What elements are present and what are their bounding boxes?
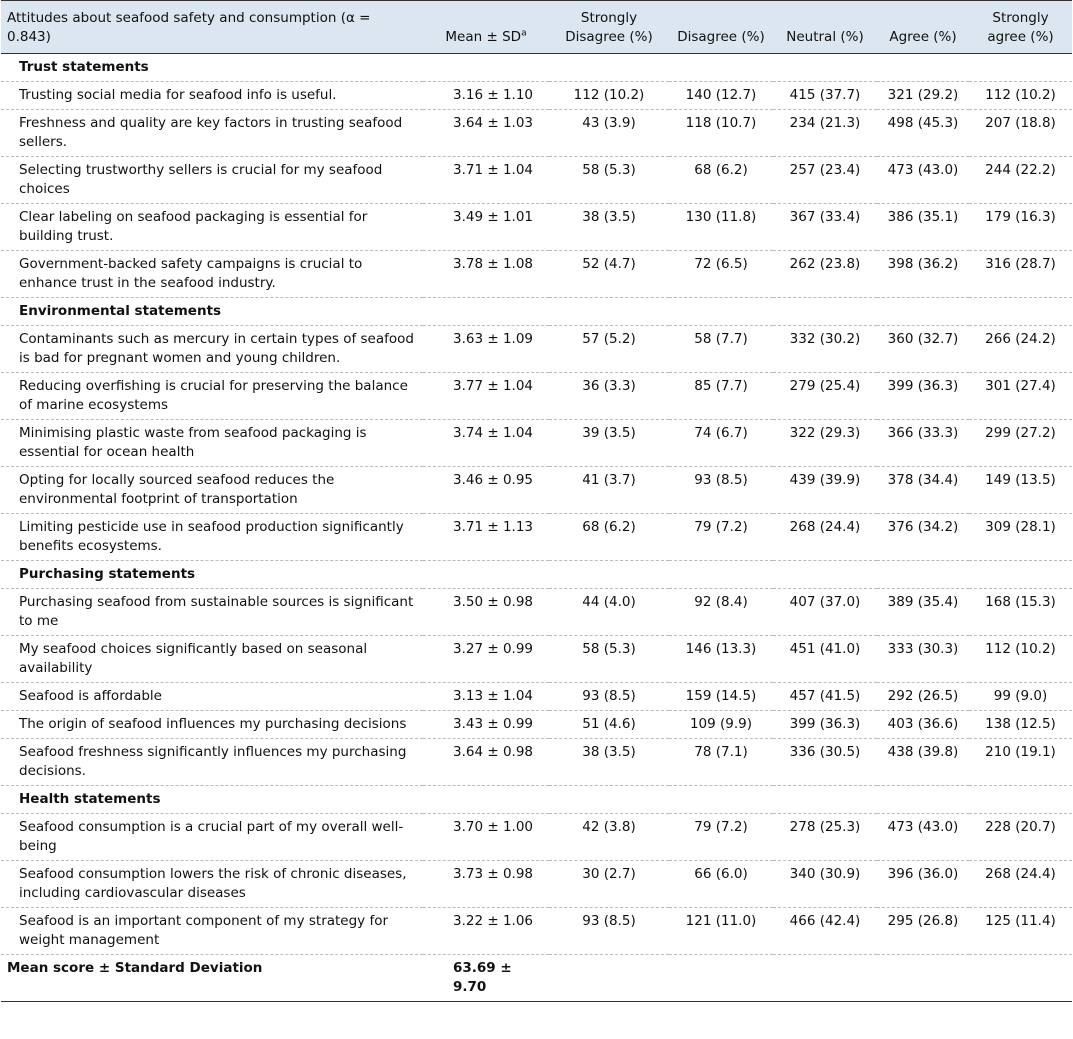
- attitudes-table: [1, 0, 1072, 1002]
- strongly-agree-cell: 179 (16.3): [969, 204, 1072, 251]
- mean-sd-cell: 3.16 ± 1.10: [423, 82, 549, 110]
- strongly-agree-cell: 244 (22.2): [969, 157, 1072, 204]
- disagree-cell: 140 (12.7): [669, 82, 773, 110]
- mean-sd-cell: 3.22 ± 1.06: [423, 908, 549, 955]
- disagree-cell: 93 (8.5): [669, 467, 773, 514]
- agree-cell: 366 (33.3): [877, 420, 969, 467]
- strongly-agree-cell: 207 (18.8): [969, 110, 1072, 157]
- section-header-row: [1, 786, 1072, 814]
- mean-sd-cell: 3.64 ± 1.03: [423, 110, 549, 157]
- strongly-agree-cell: 266 (24.2): [969, 326, 1072, 373]
- header-mean-sd: Mean ± $SD^a$: [423, 1, 549, 54]
- statement-cell: Purchasing seafood from sustainable sources is significant to me: [1, 589, 423, 636]
- mean-sd-cell: 3.27 ± 0.99: [423, 636, 549, 683]
- neutral-cell: 332 (30.2): [773, 326, 877, 373]
- mean-sd-cell: 3.43 ± 0.99: [423, 711, 549, 739]
- strongly-agree-cell: 316 (28.7): [969, 251, 1072, 298]
- strongly-agree-cell: 125 (11.4): [969, 908, 1072, 955]
- agree-cell: 376 (34.2): [877, 514, 969, 561]
- mean-sd-cell: 3.46 ± 0.95: [423, 467, 549, 514]
- neutral-cell: 451 (41.0): [773, 636, 877, 683]
- neutral-cell: 279 (25.4): [773, 373, 877, 420]
- mean-sd-cell: 3.70 ± 1.00: [423, 814, 549, 861]
- table-row: [1, 204, 1072, 251]
- agree-cell: 360 (32.7): [877, 326, 969, 373]
- header-neutral: Neutral (%): [773, 1, 877, 54]
- statement-cell: Seafood consumption is a crucial part of my overall well-being: [1, 814, 423, 861]
- disagree-cell: 159 (14.5): [669, 683, 773, 711]
- disagree-cell: 92 (8.4): [669, 589, 773, 636]
- statement-cell: Selecting trustworthy sellers is crucial for my seafood choices: [1, 157, 423, 204]
- statement-cell: Reducing overfishing is crucial for preserving the balance of marine ecosystems: [1, 373, 423, 420]
- strongly-disagree-cell: 43 (3.9): [549, 110, 669, 157]
- mean-sd-cell: 3.50 ± 0.98: [423, 589, 549, 636]
- strongly-disagree-cell: 93 (8.5): [549, 908, 669, 955]
- mean-sd-cell: 3.63 ± 1.09: [423, 326, 549, 373]
- agree-cell: 333 (30.3): [877, 636, 969, 683]
- agree-cell: 438 (39.8): [877, 739, 969, 786]
- neutral-cell: 268 (24.4): [773, 514, 877, 561]
- agree-cell: 498 (45.3): [877, 110, 969, 157]
- neutral-cell: 407 (37.0): [773, 589, 877, 636]
- table-header: [1, 1, 1072, 54]
- header-disagree: Disagree (%): [669, 1, 773, 54]
- strongly-disagree-cell: 30 (2.7): [549, 861, 669, 908]
- neutral-cell: 415 (37.7): [773, 82, 877, 110]
- statement-cell: Clear labeling on seafood packaging is essential for building trust.: [1, 204, 423, 251]
- statement-cell: The origin of seafood influences my purchasing decisions: [1, 711, 423, 739]
- strongly-disagree-cell: 42 (3.8): [549, 814, 669, 861]
- statement-cell: Seafood is affordable: [1, 683, 423, 711]
- statement-cell: Seafood consumption lowers the risk of chronic diseases, including cardiovascular diseases: [1, 861, 423, 908]
- strongly-disagree-cell: 36 (3.3): [549, 373, 669, 420]
- strongly-disagree-cell: 52 (4.7): [549, 251, 669, 298]
- table-row: [1, 110, 1072, 157]
- strongly-disagree-cell: 93 (8.5): [549, 683, 669, 711]
- table-row: [1, 373, 1072, 420]
- total-row: [1, 955, 1072, 1002]
- statement-cell: My seafood choices significantly based on seasonal availability: [1, 636, 423, 683]
- statement-cell: Freshness and quality are key factors in trusting seafood sellers.: [1, 110, 423, 157]
- statement-cell: Seafood freshness significantly influences my purchasing decisions.: [1, 739, 423, 786]
- table-row: [1, 251, 1072, 298]
- neutral-cell: 336 (30.5): [773, 739, 877, 786]
- strongly-disagree-cell: 38 (3.5): [549, 204, 669, 251]
- strongly-agree-cell: 301 (27.4): [969, 373, 1072, 420]
- statement-cell: Contaminants such as mercury in certain types of seafood is bad for pregnant women and young children.: [1, 326, 423, 373]
- strongly-disagree-cell: 68 (6.2): [549, 514, 669, 561]
- table-row: [1, 514, 1072, 561]
- strongly-agree-cell: 112 (10.2): [969, 636, 1072, 683]
- section-header-row: [1, 561, 1072, 589]
- mean-sd-cell: 3.71 ± 1.04: [423, 157, 549, 204]
- neutral-cell: 367 (33.4): [773, 204, 877, 251]
- header-attitude: Attitudes about seafood safety and consumption (α = 0.843): [1, 1, 423, 54]
- disagree-cell: 74 (6.7): [669, 420, 773, 467]
- section-header-row: [1, 298, 1072, 326]
- statement-cell: Minimising plastic waste from seafood packaging is essential for ocean health: [1, 420, 423, 467]
- neutral-cell: 234 (21.3): [773, 110, 877, 157]
- header-strongly-disagree: Strongly Disagree (%): [549, 1, 669, 54]
- neutral-cell: 439 (39.9): [773, 467, 877, 514]
- agree-cell: 396 (36.0): [877, 861, 969, 908]
- agree-cell: 292 (26.5): [877, 683, 969, 711]
- neutral-cell: 257 (23.4): [773, 157, 877, 204]
- table-row: [1, 739, 1072, 786]
- strongly-agree-cell: 138 (12.5): [969, 711, 1072, 739]
- agree-cell: 398 (36.2): [877, 251, 969, 298]
- statement-cell: Seafood is an important component of my strategy for weight management: [1, 908, 423, 955]
- strongly-agree-cell: 99 (9.0): [969, 683, 1072, 711]
- table-row: [1, 814, 1072, 861]
- strongly-disagree-cell: 57 (5.2): [549, 326, 669, 373]
- neutral-cell: 457 (41.5): [773, 683, 877, 711]
- header-mean-footnote: a: [521, 28, 527, 39]
- agree-cell: 295 (26.8): [877, 908, 969, 955]
- mean-sd-cell: 3.49 ± 1.01: [423, 204, 549, 251]
- strongly-disagree-cell: 51 (4.6): [549, 711, 669, 739]
- section-title: Health statements: [1, 786, 1072, 814]
- table-row: [1, 589, 1072, 636]
- disagree-cell: 72 (6.5): [669, 251, 773, 298]
- disagree-cell: 118 (10.7): [669, 110, 773, 157]
- neutral-cell: 322 (29.3): [773, 420, 877, 467]
- agree-cell: 321 (29.2): [877, 82, 969, 110]
- agree-cell: 473 (43.0): [877, 814, 969, 861]
- disagree-cell: 58 (7.7): [669, 326, 773, 373]
- mean-sd-cell: 3.77 ± 1.04: [423, 373, 549, 420]
- agree-cell: 386 (35.1): [877, 204, 969, 251]
- agree-cell: 378 (34.4): [877, 467, 969, 514]
- strongly-disagree-cell: 41 (3.7): [549, 467, 669, 514]
- statement-cell: Limiting pesticide use in seafood production significantly benefits ecosystems.: [1, 514, 423, 561]
- disagree-cell: 109 (9.9): [669, 711, 773, 739]
- strongly-disagree-cell: 44 (4.0): [549, 589, 669, 636]
- header-agree: Agree (%): [877, 1, 969, 54]
- table-body: [1, 54, 1072, 1002]
- section-title: Trust statements: [1, 54, 1072, 82]
- table-row: [1, 420, 1072, 467]
- table-row: [1, 636, 1072, 683]
- mean-sd-cell: 3.13 ± 1.04: [423, 683, 549, 711]
- strongly-agree-cell: 228 (20.7): [969, 814, 1072, 861]
- disagree-cell: 79 (7.2): [669, 814, 773, 861]
- disagree-cell: 66 (6.0): [669, 861, 773, 908]
- table-row: [1, 157, 1072, 204]
- strongly-agree-cell: 112 (10.2): [969, 82, 1072, 110]
- table-row: [1, 908, 1072, 955]
- agree-cell: 399 (36.3): [877, 373, 969, 420]
- disagree-cell: 121 (11.0): [669, 908, 773, 955]
- disagree-cell: 68 (6.2): [669, 157, 773, 204]
- strongly-disagree-cell: 58 (5.3): [549, 636, 669, 683]
- table-row: [1, 82, 1072, 110]
- header-strongly-agree: Strongly agree (%): [969, 1, 1072, 54]
- strongly-agree-cell: 149 (13.5): [969, 467, 1072, 514]
- table-row: [1, 467, 1072, 514]
- table-row: [1, 683, 1072, 711]
- disagree-cell: 85 (7.7): [669, 373, 773, 420]
- strongly-agree-cell: 299 (27.2): [969, 420, 1072, 467]
- total-label: Mean score ± Standard Deviation: [1, 955, 423, 1002]
- strongly-agree-cell: 309 (28.1): [969, 514, 1072, 561]
- total-value: 63.69 ± 9.70: [423, 955, 549, 1002]
- statement-cell: Government-backed safety campaigns is crucial to enhance trust in the seafood industry.: [1, 251, 423, 298]
- disagree-cell: 78 (7.1): [669, 739, 773, 786]
- section-title: Purchasing statements: [1, 561, 1072, 589]
- mean-sd-cell: 3.64 ± 0.98: [423, 739, 549, 786]
- mean-sd-cell: 3.73 ± 0.98: [423, 861, 549, 908]
- agree-cell: 473 (43.0): [877, 157, 969, 204]
- table-row: [1, 861, 1072, 908]
- strongly-disagree-cell: 38 (3.5): [549, 739, 669, 786]
- neutral-cell: 399 (36.3): [773, 711, 877, 739]
- statement-cell: Trusting social media for seafood info is useful.: [1, 82, 423, 110]
- mean-sd-cell: 3.74 ± 1.04: [423, 420, 549, 467]
- neutral-cell: 262 (23.8): [773, 251, 877, 298]
- agree-cell: 389 (35.4): [877, 589, 969, 636]
- section-header-row: [1, 54, 1072, 82]
- strongly-agree-cell: 268 (24.4): [969, 861, 1072, 908]
- table-row: [1, 326, 1072, 373]
- strongly-agree-cell: 168 (15.3): [969, 589, 1072, 636]
- neutral-cell: 466 (42.4): [773, 908, 877, 955]
- disagree-cell: 79 (7.2): [669, 514, 773, 561]
- strongly-disagree-cell: 39 (3.5): [549, 420, 669, 467]
- table-row: [1, 711, 1072, 739]
- mean-sd-cell: 3.78 ± 1.08: [423, 251, 549, 298]
- disagree-cell: 130 (11.8): [669, 204, 773, 251]
- agree-cell: 403 (36.6): [877, 711, 969, 739]
- strongly-disagree-cell: 112 (10.2): [549, 82, 669, 110]
- statement-cell: Opting for locally sourced seafood reduces the environmental footprint of transportation: [1, 467, 423, 514]
- mean-sd-cell: 3.71 ± 1.13: [423, 514, 549, 561]
- neutral-cell: 340 (30.9): [773, 861, 877, 908]
- strongly-agree-cell: 210 (19.1): [969, 739, 1072, 786]
- strongly-disagree-cell: 58 (5.3): [549, 157, 669, 204]
- neutral-cell: 278 (25.3): [773, 814, 877, 861]
- disagree-cell: 146 (13.3): [669, 636, 773, 683]
- section-title: Environmental statements: [1, 298, 1072, 326]
